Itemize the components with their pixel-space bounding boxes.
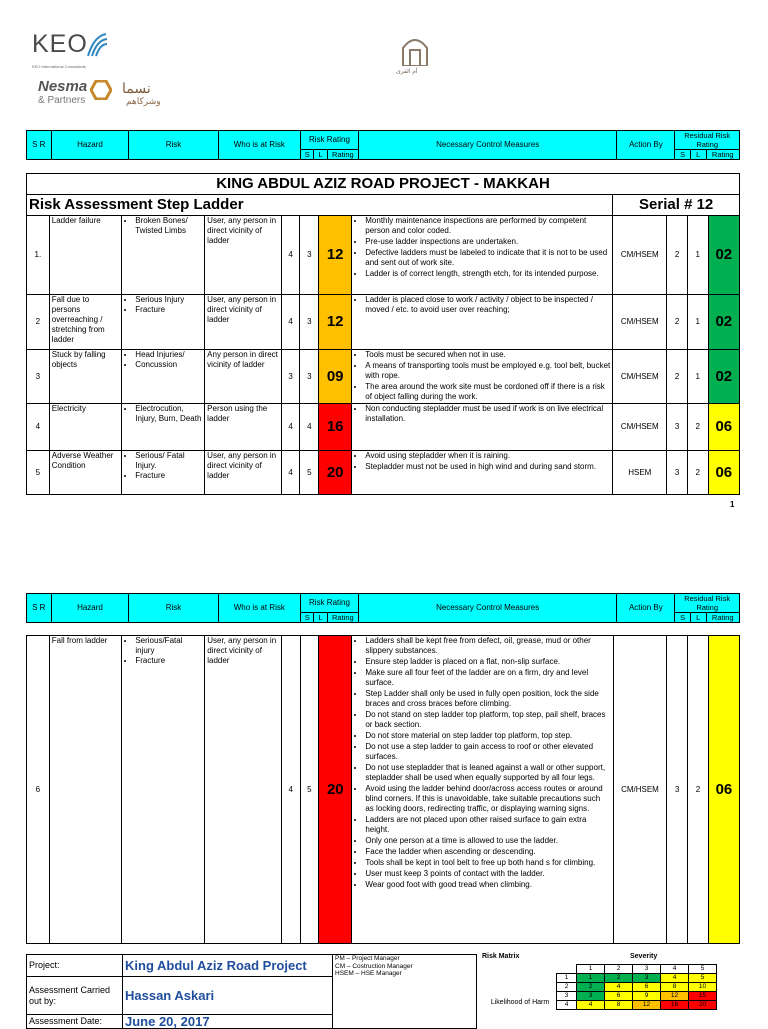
control-item: • Ensure step ladder is placed on a flat, non-slip surface. [365,657,610,667]
control-item: • Pre-use ladder inspections are undertaken. [365,237,610,247]
table-row [27,350,740,404]
control-item: • Wear good foot with good tread when climbing. [365,880,610,890]
risk-item: • Fracture [135,656,202,666]
table-header-page1 [26,130,740,160]
row6-s: 4 [281,636,300,944]
row-hazard: Ladder failure [49,216,122,295]
matrix-cell: 4 [605,983,633,992]
header-risk-rating: Risk Rating [301,131,359,150]
row-sr: 1. [27,216,50,295]
date-label: Assessment Date: [27,1015,123,1029]
row-sr: 4 [27,404,50,451]
matrix-cell: 10 [689,983,717,992]
row6-sr: 6 [27,636,50,944]
matrix-row [557,974,717,983]
matrix-cell: 6 [605,992,633,1001]
row-l: 3 [300,295,319,350]
header-who: Who is at Risk [218,594,300,623]
control-item: • Ladders are not placed upon other raised surface to gain extra height. [365,815,610,835]
row-rating: 16 [319,404,352,451]
header-s: S [301,613,314,623]
row-sr: 5 [27,451,50,495]
row6-risks [122,636,205,944]
serial-number: Serial # 12 [613,195,740,216]
row-who: Any person in direct vicinity of ladder [205,350,282,404]
header-rl: L [690,613,706,623]
control-item: • A means of transporting tools must be employed e.g. tool belt, bucket with rope. [365,361,610,381]
matrix-row [557,983,717,992]
control-item: • Stepladder must not be used in high wind and during sand storm. [365,462,610,472]
control-item: • The area around the work site must be cordoned off if there is a risk of object falling during the work. [365,382,610,402]
matrix-cell: 3 [577,992,605,1001]
matrix-col-header: 5 [689,965,717,974]
header-residual: Residual Risk Rating [675,594,740,613]
header-control: Necessary Control Measures [358,131,616,160]
matrix-row [557,1001,717,1010]
control-item: • Tools shall be kept in tool belt to free up both hand s for climbing. [365,858,610,868]
control-item: • Non conducting stepladder must be used if work is on live electrical installation. [365,404,610,424]
assessment-title: Risk Assessment Step Ladder [27,195,613,216]
risk-item: • Concussion [135,360,202,370]
header-risk-rating: Risk Rating [301,594,359,613]
row-s: 4 [281,295,300,350]
control-item: • Avoid using stepladder when it is raining. [365,451,610,461]
row-rrating: 02 [708,216,739,295]
nesma-hexagon-icon [90,80,112,100]
row-rl: 1 [687,216,708,295]
row-s: 4 [281,451,300,495]
row-sr: 3 [27,350,50,404]
risk-item: • Serious/ Fatal Injury. [135,451,202,471]
risk-item: • Fracture [135,471,202,481]
matrix-likelihood-label: Likelihood of Harm [490,999,550,1006]
header-rating: Rating [327,150,358,160]
control-item: • Ladder is of correct length, strength etch, for its intended purpose. [365,269,610,279]
row-hazard: Adverse Weather Condition [49,451,122,495]
date-value: June 20, 2017 [123,1015,333,1029]
control-item: • Do not use stepladder that is leaned against a wall or other support, stepladder shall be used when equally supported by all four legs. [365,763,610,783]
row-rs: 2 [667,350,688,404]
row-rl: 1 [687,295,708,350]
row-hazard: Stuck by falling objects [49,350,122,404]
matrix-cell: 20 [689,1001,717,1010]
row-rrating: 06 [708,404,739,451]
matrix-cell: 4 [661,974,689,983]
row-rating: 09 [319,350,352,404]
row-l: 4 [300,404,319,451]
header-residual: Residual Risk Rating [675,131,740,150]
control-item: • Ladders shall be kept free from defect, oil, grease, mud or other slippery substances. [365,636,610,656]
row6-hazard: Fall from ladder [49,636,122,944]
matrix-cell: 8 [605,1001,633,1010]
keo-subtitle: KEO International Consultants [32,64,86,69]
header-s: S [301,150,314,160]
row-hazard: Fall due to persons overreaching / stretching from ladder [49,295,122,350]
row-controls [352,451,613,495]
header-sr: S R [27,594,52,623]
control-item: • Face the ladder when ascending or descending. [365,847,610,857]
header-rl: L [690,150,706,160]
risk-table-page2 [26,635,740,944]
risk-item: • Broken Bones/ Twisted Limbs [135,216,202,236]
building-emblem-icon [400,34,430,66]
row-action-by: HSEM [613,451,667,495]
page-number: 1 [730,500,735,509]
control-item: • Do not use a step ladder to gain access to roof or other elevated surfaces. [365,742,610,762]
control-item: • Do not stand on step ladder top platform, top step, pail shelf, braces or back section. [365,710,610,730]
matrix-cell: 9 [633,992,661,1001]
row-sr: 2 [27,295,50,350]
control-item: • Step Ladder shall only be used in fully open position, lock the side braces and cross braces before climbing. [365,689,610,709]
umm-al-qura-logo [394,34,434,82]
row-s: 4 [281,216,300,295]
matrix-cell: 15 [689,992,717,1001]
control-item: • Make sure all four feet of the ladder are on a firm, dry and level surface. [365,668,610,688]
row-who: User, any person in direct vicinity of ladder [205,216,282,295]
row-controls [352,404,613,451]
matrix-row-header: 2 [557,983,577,992]
row-risks [122,404,205,451]
row-l: 5 [300,451,319,495]
control-item: • User must keep 3 points of contact with the ladder. [365,869,610,879]
row-risks [122,216,205,295]
table-row [27,404,740,451]
abbr-cm: CM – Costruction Manager [335,962,413,970]
carried-value: Hassan Askari [123,977,333,1015]
matrix-row-header: 1 [557,974,577,983]
matrix-cell: 6 [633,983,661,992]
row-action-by: CM/HSEM [613,350,667,404]
matrix-row-header: 3 [557,992,577,1001]
row6-controls [352,636,613,944]
carried-label: Assessment Carried out by: [27,977,123,1015]
control-item: • Do not store material on step ladder top platform, top step. [365,731,610,741]
control-item: • Tools must be secured when not in use. [365,350,610,360]
row-rs: 3 [667,404,688,451]
partners-text: & Partners [38,95,86,106]
nesma-logo [38,78,188,112]
header-rrating: Rating [706,150,740,160]
risk-item: • Serious Injury [135,295,202,305]
risk-item: • Electrocution, Injury, Burn, Death [135,404,202,424]
row-rs: 3 [667,451,688,495]
row-s: 4 [281,404,300,451]
abbr-hsem: HSEM – HSE Manager [335,970,402,977]
header-l: L [314,150,327,160]
table-header-page2 [26,593,740,623]
header-rating: Rating [327,613,358,623]
control-item: • Monthly maintenance inspections are performed by competent person and color coded. [365,216,610,236]
row6-who: User, any person in direct vicinity of ladder [205,636,282,944]
row-rrating: 02 [708,295,739,350]
row-action-by: CM/HSEM [613,216,667,295]
table-row [27,636,740,944]
row-action-by: CM/HSEM [613,295,667,350]
matrix-col-header: 3 [633,965,661,974]
header-rs: S [675,613,691,623]
header-action-by: Action By [617,131,675,160]
risk-table-page1 [26,173,740,495]
project-label: Project: [27,955,123,977]
matrix-cell: 5 [689,974,717,983]
row-who: User, any person in direct vicinity of ladder [205,295,282,350]
header-action-by: Action By [617,594,675,623]
matrix-col-header: 4 [661,965,689,974]
matrix-row-header: 4 [557,1001,577,1010]
header-hazard: Hazard [51,594,129,623]
matrix-row [557,992,717,1001]
row6-rrating: 06 [708,636,739,944]
row6-action-by: CM/HSEM [613,636,667,944]
matrix-cell: 16 [661,1001,689,1010]
row-who: User, any person in direct vicinity of ladder [205,451,282,495]
row-rrating: 02 [708,350,739,404]
abbreviations [333,955,477,1029]
table-row [27,451,740,495]
matrix-corner [557,965,577,974]
project-value: King Abdul Aziz Road Project [123,955,333,977]
keo-wave-icon [86,32,108,58]
nesma-wordmark: Nesma [38,78,88,95]
risk-matrix [556,964,717,1010]
matrix-title: Risk Matrix [482,953,520,960]
table-row [27,216,740,295]
matrix-cell: 12 [633,1001,661,1010]
matrix-cell: 12 [661,992,689,1001]
row-hazard: Electricity [49,404,122,451]
header-hazard: Hazard [51,131,129,160]
row-controls [352,295,613,350]
table-row [27,295,740,350]
row-s: 3 [281,350,300,404]
header-risk: Risk [129,131,218,160]
row-rs: 2 [667,216,688,295]
matrix-severity-label: Severity [630,953,658,960]
row6-rating: 20 [319,636,352,944]
footer-table [26,954,477,1029]
row-controls [352,350,613,404]
header-who: Who is at Risk [218,131,300,160]
center-logo-caption: أم القرى [396,69,418,75]
header-rs: S [675,150,691,160]
row6-rl: 2 [688,636,709,944]
matrix-cell: 3 [633,974,661,983]
row-risks [122,295,205,350]
row6-l: 5 [300,636,319,944]
row-rs: 2 [667,295,688,350]
row6-rs: 3 [667,636,688,944]
matrix-header-row [557,965,717,974]
row-controls [352,216,613,295]
matrix-cell: 8 [661,983,689,992]
project-title: KING ABDUL AZIZ ROAD PROJECT - MAKKAH [27,174,740,195]
row-risks [122,451,205,495]
header-l: L [314,613,327,623]
keo-wordmark: KEO [32,30,88,58]
abbr-pm: PM – Project Manager [335,955,400,962]
row-risks [122,350,205,404]
matrix-cell: 2 [605,974,633,983]
control-item: • Only one person at a time is allowed to use the ladder. [365,836,610,846]
matrix-cell: 1 [577,974,605,983]
keo-logo [32,30,110,78]
row-rl: 1 [687,350,708,404]
risk-item: • Fracture [135,305,202,315]
row-rl: 2 [687,404,708,451]
row-who: Person using the ladder [205,404,282,451]
row-l: 3 [300,350,319,404]
row-rating: 12 [319,216,352,295]
control-item: • Defective ladders must be labeled to indicate that it is not to be used and sent out of work site. [365,248,610,268]
row-l: 3 [300,216,319,295]
risk-item: • Head Injuries/ [135,350,202,360]
matrix-col-header: 2 [605,965,633,974]
risk-item: • Serious/Fatal injury [135,636,202,656]
header-control: Necessary Control Measures [358,594,616,623]
header-sr: S R [27,131,52,160]
header-risk: Risk [129,594,218,623]
matrix-col-header: 1 [577,965,605,974]
nesma-arabic-text: نسما [122,80,151,96]
partners-arabic-text: وشركاهم [126,96,161,106]
matrix-cell: 4 [577,1001,605,1010]
matrix-cell: 2 [577,983,605,992]
row-action-by: CM/HSEM [613,404,667,451]
control-item: • Avoid using the ladder behind door/across access routes or around blind corners. If this is unavoidable, take suitable precautions such as locking doors, redirecting traffic, or displaying warning signs. [365,784,610,814]
control-item: • Ladder is placed close to work / activity / object to be inspected / moved / etc. to avoid user over reaching; [365,295,610,315]
row-rl: 2 [687,451,708,495]
header-rrating: Rating [706,613,740,623]
row-rating: 20 [319,451,352,495]
row-rrating: 06 [708,451,739,495]
row-rating: 12 [319,295,352,350]
